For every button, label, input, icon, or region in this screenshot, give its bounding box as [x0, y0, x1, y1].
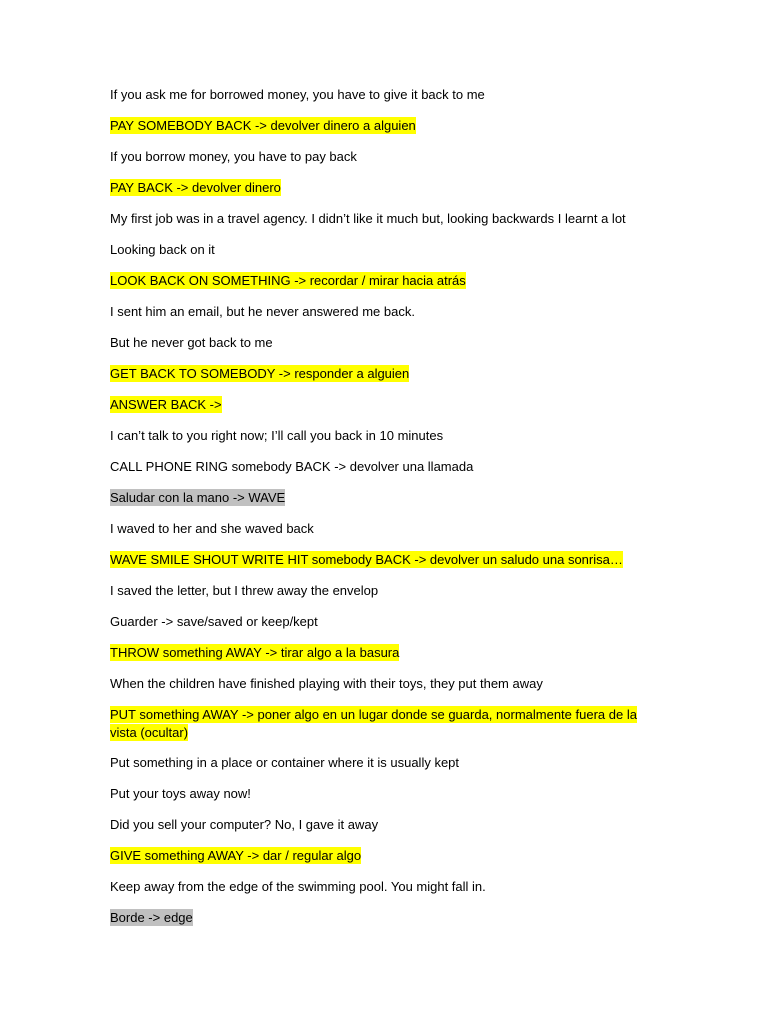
line-text: PAY BACK -> devolver dinero — [110, 180, 281, 195]
document-body — [110, 86, 650, 940]
line-text: Guarder -> save/saved or keep/kept — [110, 614, 318, 629]
line-text: Borde -> edge — [110, 910, 193, 925]
text-line — [110, 241, 650, 259]
line-text: I sent him an email, but he never answered me back. — [110, 304, 415, 319]
text-line — [110, 582, 650, 600]
line-text: I waved to her and she waved back — [110, 521, 314, 536]
highlighted-line — [110, 551, 650, 569]
text-line — [110, 613, 650, 631]
line-text: GIVE something AWAY -> dar / regular algo — [110, 848, 362, 863]
line-text: But he never got back to me — [110, 335, 273, 350]
highlighted-line — [110, 847, 650, 865]
line-text: Looking back on it — [110, 242, 215, 257]
line-text: CALL PHONE RING somebody BACK -> devolver una llamada — [110, 459, 474, 474]
text-line — [110, 816, 650, 834]
line-text: PAY SOMEBODY BACK -> devolver dinero a alguien — [110, 118, 416, 133]
gray-highlighted-line — [110, 909, 650, 927]
line-text: When the children have finished playing with their toys, they put them away — [110, 676, 543, 691]
line-text: My first job was in a travel agency. I didn’t like it much but, looking backwards I learnt a lot — [110, 211, 626, 226]
line-text: Did you sell your computer? No, I gave it away — [110, 817, 379, 832]
highlighted-line — [110, 706, 650, 742]
line-text: ANSWER BACK -> — [110, 397, 222, 412]
text-line — [110, 148, 650, 166]
text-line — [110, 878, 650, 896]
text-line — [110, 210, 650, 228]
text-line — [110, 785, 650, 803]
line-text: Put something in a place or container where it is usually kept — [110, 755, 460, 770]
line-text: WAVE SMILE SHOUT WRITE HIT somebody BACK -> devolver un saludo una sonrisa… — [110, 552, 623, 567]
line-text: LOOK BACK ON SOMETHING -> recordar / mirar hacia atrás — [110, 273, 466, 288]
text-line — [110, 458, 650, 476]
highlighted-line — [110, 365, 650, 383]
line-text: If you borrow money, you have to pay back — [110, 149, 357, 164]
line-text: GET BACK TO SOMEBODY -> responder a alguien — [110, 366, 410, 381]
gray-highlighted-line — [110, 489, 650, 507]
text-line — [110, 427, 650, 445]
line-text: If you ask me for borrowed money, you have to give it back to me — [110, 87, 485, 102]
highlighted-line — [110, 179, 650, 197]
line-text: PUT something AWAY -> poner algo en un lugar donde se guarda, normalmente fuera de la vista (ocultar) — [110, 707, 637, 740]
line-text: Saludar con la mano -> WAVE — [110, 490, 286, 505]
line-text: Put your toys away now! — [110, 786, 251, 801]
text-line — [110, 675, 650, 693]
highlighted-line — [110, 117, 650, 135]
line-text: Keep away from the edge of the swimming pool. You might fall in. — [110, 879, 486, 894]
line-text: THROW something AWAY -> tirar algo a la basura — [110, 645, 400, 660]
text-line — [110, 520, 650, 538]
text-line — [110, 303, 650, 321]
highlighted-line — [110, 396, 650, 414]
highlighted-line — [110, 644, 650, 662]
highlighted-line — [110, 272, 650, 290]
line-text: I saved the letter, but I threw away the envelop — [110, 583, 379, 598]
text-line — [110, 86, 650, 104]
line-text: I can’t talk to you right now; I’ll call you back in 10 minutes — [110, 428, 444, 443]
text-line — [110, 754, 650, 772]
text-line — [110, 334, 650, 352]
